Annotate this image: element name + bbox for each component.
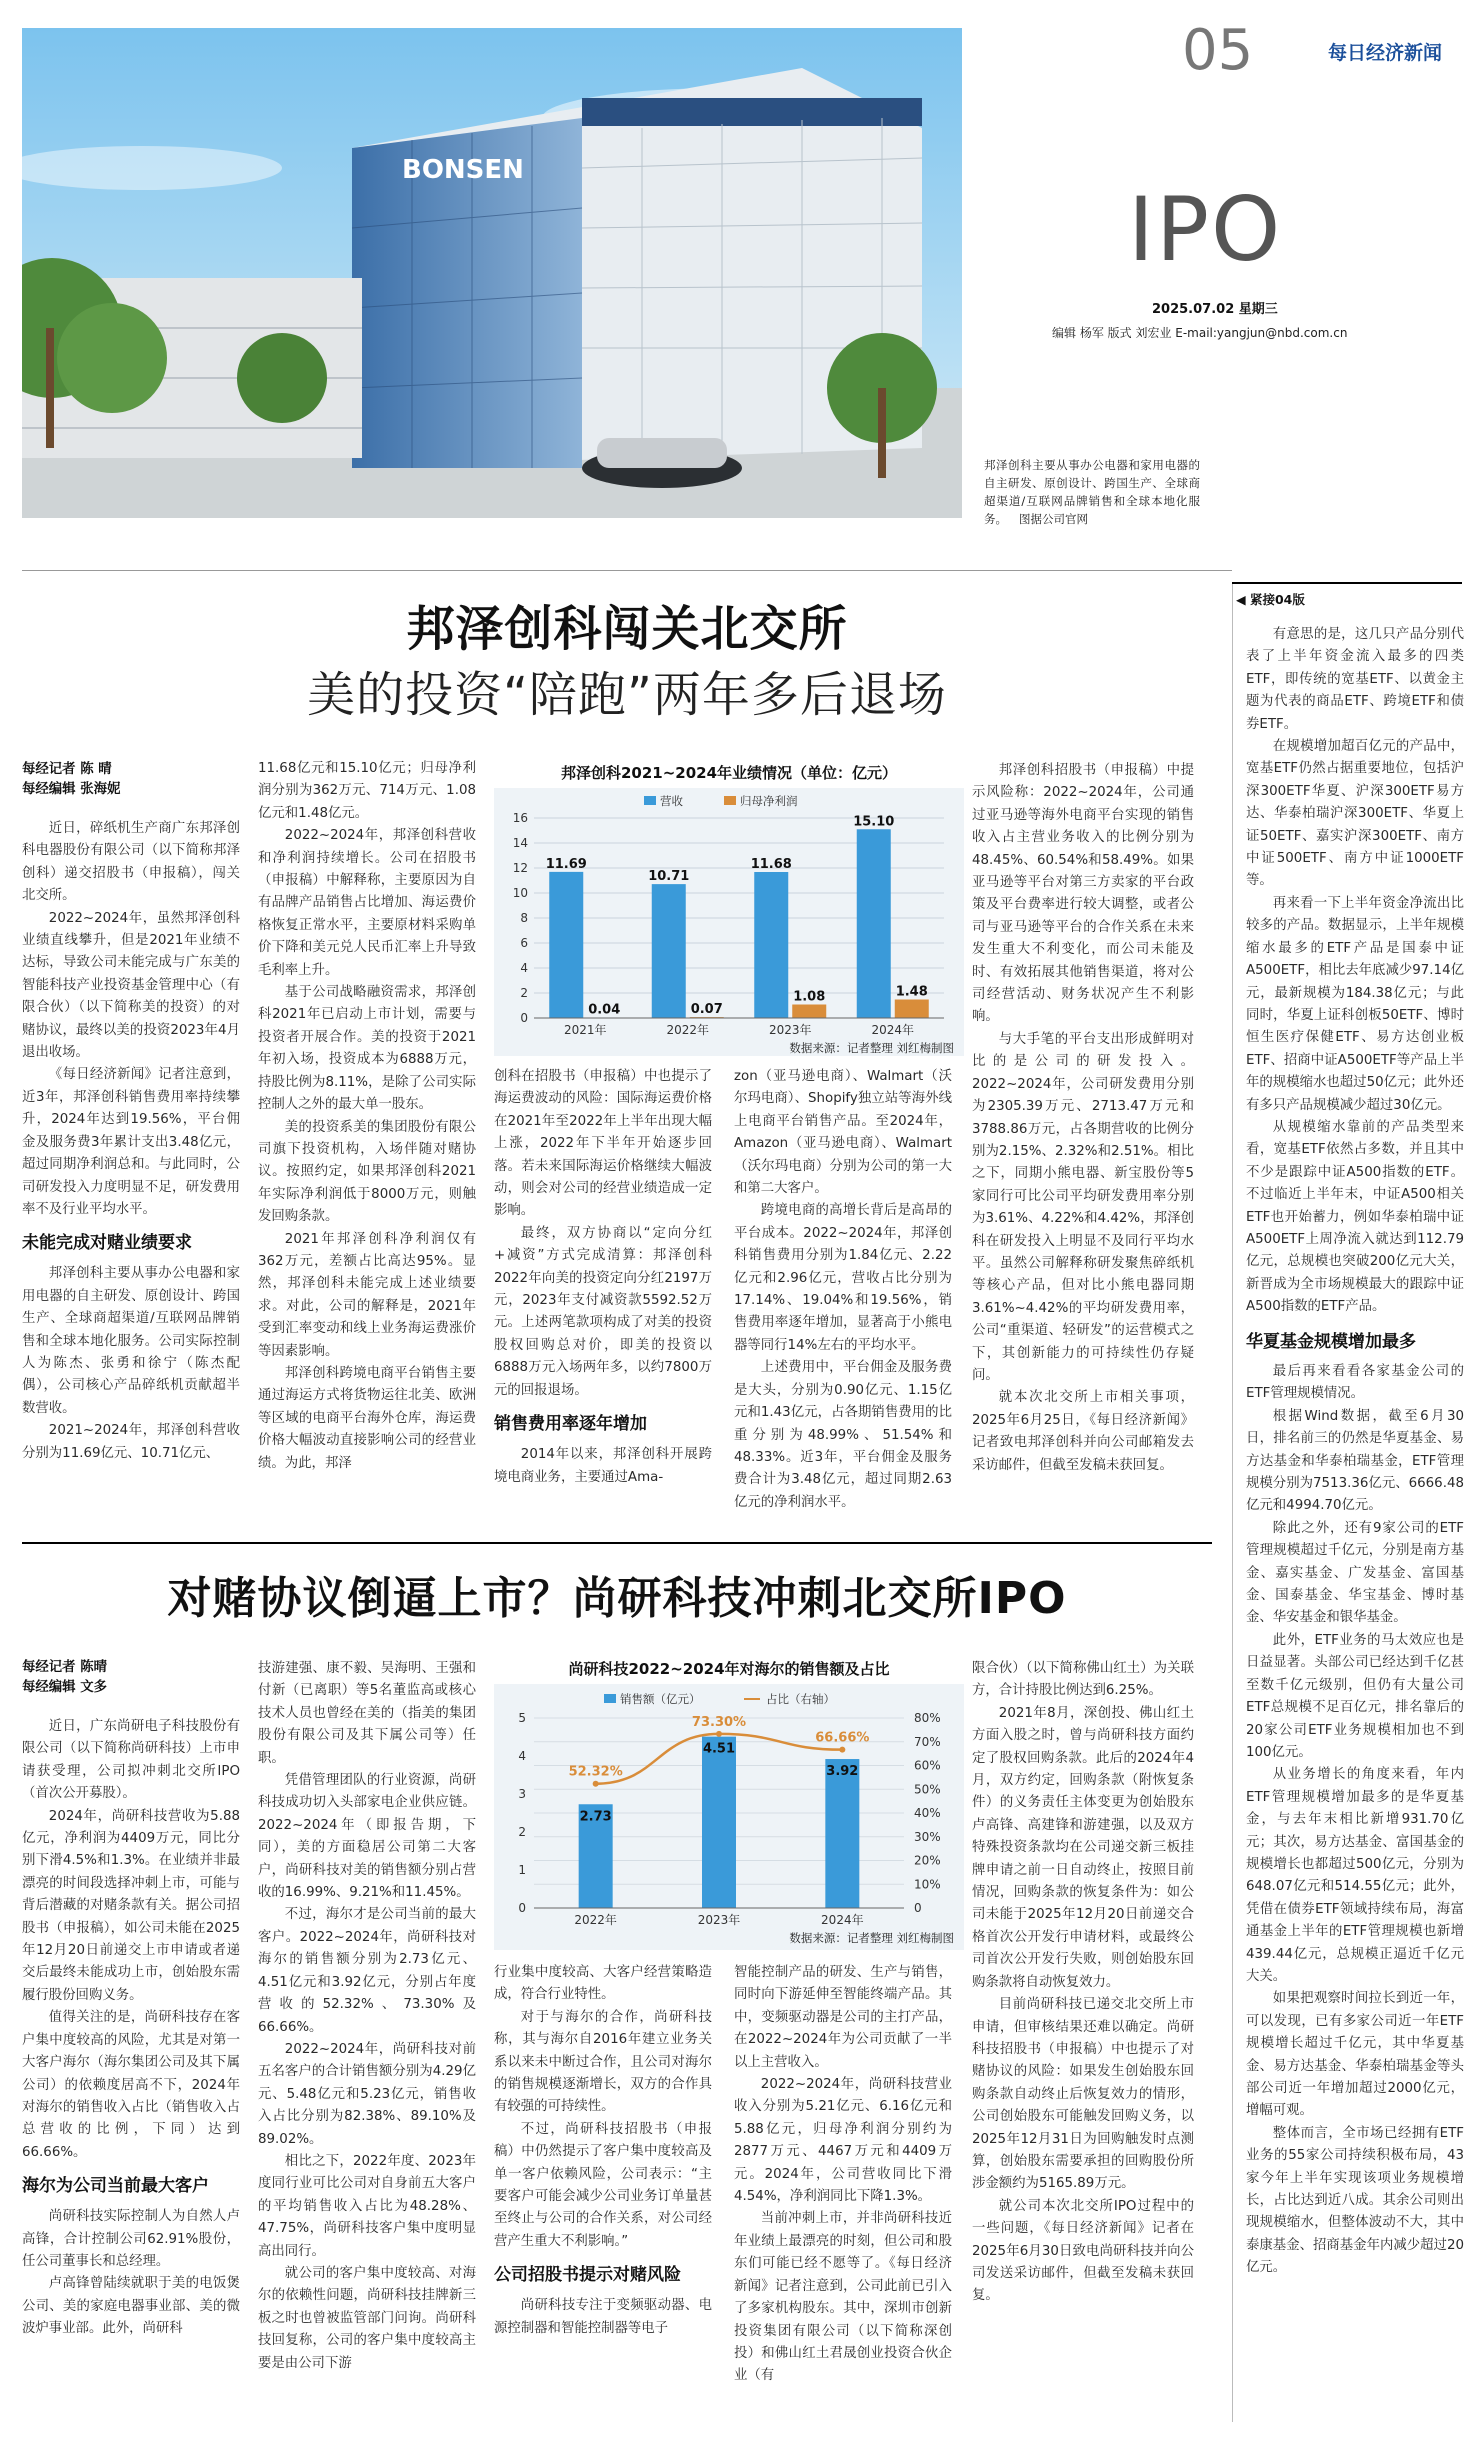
paragraph: 2021年8月，深创投、佛山红土方面入股之时，曾与尚研科技方面约定了股权回购条款。此后的2024年4月，双方约定，回购条款（附恢复条件）的义务责任主体变更为创始股东卢高锋、高建锋和游建强，以及双方特殊投资条款均在公司递交新三板挂牌申请之前一日自动终止，按照目前情况，回购条款的恢复条件为：如公司未能于2025年12月20日前递交合格首次公开发行申请材料，或最终公司首次公开发行失败，则创始股东回购条款将自动恢复效力。	[972, 1705, 1194, 1990]
editors-line: 编辑 杨军 版式 刘宏业 E-mail:yangjun@nbd.com.cn	[1052, 326, 1348, 340]
paragraph: 根据Wind数据，截至6月30日，排名前三的仍然是华夏基金、易方达基金和华泰柏瑞基金，ETF管理规模分别为7513.36亿元、6666.48亿元和4994.70亿元。	[1246, 1408, 1464, 1514]
bar-revenue	[754, 872, 788, 1018]
data-label: 3.92	[826, 1764, 859, 1780]
paragraph: 2021~2024年，邦泽创科营收分别为11.69亿元、10.71亿元、	[22, 1423, 240, 1461]
article1-col3	[494, 1066, 712, 1489]
share-label: 73.30%	[691, 1714, 747, 1730]
paragraph: 对于与海尔的合作，尚研科技称，其与海尔自2016年建立业务关系以来未中断过合作，且公司对海尔的销售规模逐渐增长，双方的合作具有较强的可持续性。	[494, 2009, 712, 2115]
y-tick-label-right: 80%	[914, 1711, 941, 1725]
paragraph: 邦泽创科跨境电商平台销售主要通过海运方式将货物运往北美、欧洲等区域的电商平台海外仓库，海运费价格大幅波动直接影响公司的经营业绩。为此，邦泽	[258, 1365, 476, 1471]
legend-label: 归母净利润	[740, 794, 798, 808]
article2-col5	[972, 1658, 1194, 2308]
paragraph: 在规模增加超百亿元的产品中，宽基ETF仍然占据重要地位，包括沪深300ETF华夏、沪深300ETF易方达、华泰柏瑞沪深300ETF、华夏上证50ETF、嘉实沪深300ETF、南方中证500ETF、南方中证1000ETF等。	[1246, 739, 1464, 889]
paragraph: 邦泽创科主要从事办公电器和家用电器的自主研发、原创设计、跨国生产、全球商超渠道/互联网品牌销售和全球本地化服务。公司实际控制人为陈杰、张勇和徐宁（陈杰配偶），公司核心产品碎纸机贡献超半数营收。	[22, 1266, 240, 1416]
data-label: 10.71	[648, 869, 690, 885]
article1-col2	[258, 758, 476, 1475]
x-tick-label: 2022年	[666, 1023, 710, 1037]
a2-subhead-2: 公司招股书提示对赌风险	[494, 2265, 681, 2286]
chart2-title: 尚研科技2022~2024年对海尔的销售额及占比	[568, 1660, 890, 1678]
paragraph: 有意思的是，这几只产品分别代表了上半年资金流入最多的四类ETF，即传统的宽基ETF、以黄金主题为代表的商品ETF、跨境ETF和债券ETF。	[1246, 627, 1464, 732]
x-tick-label: 2024年	[821, 1913, 864, 1927]
jump-link[interactable]: ◀ 紧接04版	[1236, 592, 1305, 607]
bar-net-profit	[895, 1000, 929, 1019]
y-tick-label-right: 40%	[914, 1806, 941, 1820]
article2-col4	[734, 1962, 952, 2388]
bar-net-profit	[792, 1005, 826, 1019]
x-tick-label: 2023年	[768, 1023, 812, 1037]
article2-col1	[22, 1658, 240, 2341]
legend-swatch	[644, 796, 656, 805]
photo-credit: 图据公司官网	[1019, 512, 1088, 526]
y-tick-label: 8	[520, 911, 528, 925]
article1-subheadline: 美的投资“陪跑”两年多后退场	[307, 667, 947, 723]
data-label: 2.73	[579, 1809, 612, 1825]
y-tick-label: 16	[512, 811, 528, 825]
chart1-title: 邦泽创科2021~2024年业绩情况（单位：亿元）	[560, 764, 898, 782]
paragraph: 就公司本次北交所IPO过程中的一些问题，《每日经济新闻》记者在2025年6月30日致电尚研科技并向公司发送采访邮件，但截至发稿未获回复。	[972, 2198, 1194, 2304]
paragraph: 2021年邦泽创科净利润仅有362万元，差额占比高达95%。显然，邦泽创科未能完成上述业绩要求。对此，公司的解释是，2021年受到汇率变动和线上业务海运费涨价等因素影响。	[258, 1231, 476, 1359]
y-tick-label: 12	[512, 861, 528, 875]
data-label: 0.07	[690, 1002, 723, 1018]
paper-name: 每日经济新闻	[1328, 42, 1443, 64]
y-tick-label-left: 4	[518, 1749, 526, 1763]
bar-revenue	[549, 872, 583, 1018]
y-tick-label-right: 50%	[914, 1782, 941, 1797]
paragraph: 2022~2024年，尚研科技营业收入分别为5.21亿元、6.16亿元和5.88亿元，归母净利润分别约为2877万元、4467万元和4409万元。2024年，公司营收同比下滑4.54%，净利润同比下降1.3%。	[734, 2077, 952, 2205]
paragraph: 基于公司战略融资需求，邦泽创科2021年已启动上市计划，需要与投资者开展合作。美的投资于2021年初入场，投资成本为6888万元，持股比例为8.11%，是除了公司实际控制人之外的最大单一股东。	[258, 985, 476, 1113]
paragraph: 最后再来看看各家基金公司的ETF管理规模情况。	[1246, 1364, 1464, 1402]
building-sign: BONSEN	[402, 155, 524, 185]
data-label: 1.08	[793, 989, 826, 1005]
a1-editor: 每经编辑 张海妮	[22, 782, 121, 797]
paragraph: 11.68亿元和15.10亿元；归母净利润分别为362万元、714万元、1.08亿元和1.48亿元。	[258, 761, 476, 821]
y-tick-label: 2	[520, 986, 528, 1000]
y-tick-label-right: 70%	[914, 1734, 941, 1749]
y-tick-label-right: 0	[914, 1901, 922, 1915]
y-tick-label: 4	[520, 961, 528, 975]
share-label: 52.32%	[568, 1764, 623, 1780]
paragraph: 目前尚研科技已递交北交所上市申请，但审核结果还难以确定。尚研科技招股书（申报稿）中也提示了对赌协议的风险：如果发生创始股东回购条款自动终止后恢复效力的情形，公司创始股东可能触发回购义务，以2025年12月31日为回购触发时点测算，创始股东需要承担的回购股份所涉金额约为5165.89万元。	[972, 1997, 1194, 2192]
paragraph: 邦泽创科招股书（申报稿）中提示风险称：2022~2024年，公司通过亚马逊等海外电商平台实现的销售收入占主营业务收入的比例分别为48.45%、60.54%和58.49%。如果亚马逊等平台对第三方卖家的平台政策及平台费率进行较大调整，或者公司与亚马逊等平台的合作关系在未来发生重大不利变化，而公司未能及时、有效拓展其他销售渠道，将对公司经营活动、财务状况产生不利影响。	[972, 763, 1194, 1025]
paragraph: 近日，碎纸机生产商广东邦泽创科电器股份有限公司（以下简称邦泽创科）递交招股书（申报稿），闯关北交所。	[22, 821, 240, 904]
rule-top	[22, 570, 1232, 571]
bar-revenue	[857, 829, 891, 1018]
data-label: 0.04	[588, 1002, 621, 1018]
data-label: 11.69	[545, 856, 587, 872]
paragraph: 2014年以来，邦泽创科开展跨境电商业务，主要通过Ama-	[494, 1447, 712, 1485]
paragraph: 就本次北交所上市相关事项，2025年6月25日，《每日经济新闻》记者致电邦泽创科并向公司邮箱发去采访邮件，但截至发稿未获回复。	[972, 1390, 1194, 1473]
paragraph: 此外，ETF业务的马太效应也是日益显著。头部公司已经达到千亿甚至数千亿元级别，但仍有大量公司ETF总规模不足百亿元，排名靠后的20家公司ETF业务规模相加也不到100亿元。	[1246, 1632, 1464, 1760]
article2-col2	[258, 1658, 476, 2375]
sidebar-rule	[1232, 582, 1233, 2422]
a2-editor: 每经编辑 文多	[22, 1680, 108, 1695]
x-tick-label: 2021年	[563, 1023, 607, 1037]
paragraph: 限合伙）（以下简称佛山红土）为关联方，合计持股比例达到6.25%。	[972, 1661, 1194, 1699]
page-number: 05	[1182, 18, 1254, 83]
paragraph: 整体而言，全市场已经拥有ETF业务的55家公司持续积极布局，43家今年上半年实现该项业务规模增长，占比达到近八成。其余公司则出现规模缩水，但整体波动不大，其中泰康基金、招商基金年内减少超过20亿元。	[1246, 2125, 1464, 2276]
article2-headline: 对赌协议倒逼上市？尚研科技冲刺北交所IPO	[167, 1573, 1067, 1624]
y-tick-label: 10	[512, 886, 528, 900]
legend-swatch	[604, 1694, 616, 1703]
data-label: 4.51	[702, 1741, 736, 1757]
y-tick-label-right: 10%	[914, 1877, 941, 1892]
legend-label: 销售额（亿元）	[620, 1692, 701, 1706]
paragraph: 不过，尚研科技招股书（申报稿）中仍然提示了客户集中度较高及单一客户依赖风险，公司表示：“主要客户可能会减少公司业务订单量甚至终止与公司的合作关系，对公司经营产生重大不利影响。”	[494, 2121, 712, 2249]
article2-col3	[494, 1962, 712, 2340]
legend-label: 营收	[660, 794, 683, 808]
article1-headline: 邦泽创科闯关北交所	[406, 601, 848, 657]
paragraph: 2024年，尚研科技营收为5.88亿元，净利润为4409万元，同比分别下滑4.5%和1.3%。在业绩并非最漂亮的时间段选择冲刺上市，可能与背后潜藏的对赌条款有关。据公司招股书（申报稿），如公司未能在2025年12月20日前递交上市申请或者递交后最终未能成功上市，创始股东需履行股份回购义务。	[22, 1808, 240, 2003]
paragraph: 创科在招股书（申报稿）中也提示了海运费波动的风险：国际海运费价格在2021年至2022年上半年出现大幅上涨，2022年下半年开始逐步回落。若未来国际海运价格继续大幅波动，则会对公司的经营业绩造成一定影响。	[494, 1069, 712, 1219]
a1-subhead-1: 未能完成对赌业绩要求	[22, 1233, 192, 1254]
paragraph: 尚研科技专注于变频驱动器、电源控制器和智能控制器等电子	[494, 2298, 712, 2336]
issue-date: 2025.07.02 星期三	[1152, 302, 1278, 317]
paragraph: 美的投资系美的集团股份有限公司旗下投资机构，入场伴随对赌协议。按照约定，如果邦泽创科2021年实际净利润低于8000万元，则触发回购条款。	[258, 1119, 476, 1225]
share-label: 66.66%	[815, 1730, 870, 1746]
bar-sales	[825, 1759, 859, 1908]
photo-caption	[984, 456, 1200, 528]
y-tick-label-right: 60%	[914, 1758, 941, 1773]
y-tick-label-left: 2	[518, 1825, 526, 1839]
section-label: IPO	[1128, 178, 1283, 281]
x-tick-label: 2023年	[697, 1913, 741, 1927]
y-tick-label-right: 20%	[914, 1853, 941, 1868]
share-point	[593, 1781, 599, 1787]
paragraph: 近日，广东尚研电子科技股份有限公司（以下简称尚研科技）上市申请获受理，公司拟冲刺北交所IPO（首次公开募股）。	[22, 1719, 240, 1802]
paragraph: 尚研科技实际控制人为自然人卢高锋，合计控制公司62.91%股份，任公司董事长和总经理。	[22, 2209, 240, 2269]
paragraph: 《每日经济新闻》记者注意到，近3年，邦泽创科销售费用率持续攀升，2024年达到19.56%，平台佣金及服务费3年累计支出3.48亿元，超过同期净利润总和。与此同时，公司研发投入力度明显不足，研发费用率不及行业平均水平。	[22, 1067, 240, 1217]
a2-subhead-1: 海尔为公司当前最大客户	[22, 2176, 209, 2197]
article1-col5	[972, 760, 1194, 1477]
paragraph: 技游建强、康不毅、吴海明、王强和付新（已离职）等5名董监高或核心技术人员也曾经在美的（指美的集团股份有限公司及其下属公司等）任职。	[258, 1661, 476, 1766]
a1-subhead-2: 销售费用率逐年增加	[494, 1414, 647, 1435]
y-tick-label-left: 1	[518, 1863, 526, 1877]
paragraph: 从规模缩水靠前的产品类型来看，宽基ETF依然占多数，并且其中不少是跟踪中证A500指数的ETF。不过临近上半年末，中证A500相关ETF也开始蓄力，例如华泰柏瑞中证A500ETF上周净流入就达到112.79亿元，总规模也突破200亿元大关，新晋成为全市场规模最大的跟踪中证A500指数的ETF产品。	[1246, 1119, 1464, 1315]
legend-swatch	[724, 796, 736, 805]
data-label: 15.10	[853, 814, 895, 830]
paragraph: 除此之外，还有9家公司的ETF管理规模超过千亿元，分别是南方基金、嘉实基金、广发基金、富国基金、国泰基金、华宝基金、博时基金、华安基金和银华基金。	[1246, 1520, 1464, 1626]
paragraph: 卢高锋曾陆续就职于美的电饭煲公司、美的家庭电器事业部、美的微波炉事业部。此外，尚研科	[22, 2276, 240, 2337]
sidebar-subhead: 华夏基金规模增加最多	[1246, 1331, 1416, 1352]
legend-label: 占比（右轴）	[766, 1692, 835, 1706]
a1-reporter: 每经记者 陈 晴	[22, 762, 112, 777]
y-tick-label-left: 3	[518, 1787, 526, 1801]
paragraph: 最终，双方协商以“定向分红+减资”方式完成清算：邦泽创科2022年向美的投资定向分红2197万元，2023年支付减资款5592.52万元。上述两笔款项构成了对美的投资股权回购总对价，即美的投资以6888万元入场两年多，以约7800万元的回报退场。	[494, 1225, 712, 1398]
paragraph: 2022~2024年，虽然邦泽创科业绩直线攀升，但是2021年业绩不达标，导致公司未能完成与广东美的智能科技产业投资基金管理中心（有限合伙）（以下简称美的投资）的对赌协议，最终以美的投资2023年4月退出收场。	[22, 910, 240, 1061]
paragraph: 再来看一下上半年资金净流出比较多的产品。数据显示，上半年规模缩水最多的ETF产品是国泰中证A500ETF，相比去年底减少97.14亿元，最新规模为184.38亿元；与此同时，华夏上证科创板50ETF、博时恒生医疗保健ETF、易方达创业板ETF、招商中证A500ETF等产品上半年的规模缩水也超过50亿元；此外还有多只产品规模减少超过30亿元。	[1246, 895, 1464, 1113]
paragraph: 从业务增长的角度来看，年内ETF管理规模增加最多的是华夏基金，与去年末相比新增931.70亿元；其次，易方达基金、富国基金的规模增长也都超过500亿元，分别为648.07亿元和514.55亿元；此外，凭借在债券ETF领域持续布局，海富通基金上半年的ETF管理规模也新增439.44亿元，总规模正逼近千亿元大关。	[1246, 1767, 1464, 1984]
data-label: 11.68	[750, 857, 792, 872]
share-point	[716, 1731, 722, 1737]
paragraph: 与大手笔的平台支出形成鲜明对比的是公司的研发投入。2022~2024年，公司研发费用分别为2305.39万元、2713.47万元和3788.86万元，占各期营收的比例分别为2.15%、2.32%和2.51%。相比之下，同期小熊电器、新宝股份等5家同行可比公司平均研发费用率分别为3.61%、4.22%和4.42%，邦泽创科在研发投入上明显不及同行平均水平。虽然公司解释称研发聚焦碎纸机等核心产品，但对比小熊电器同期3.61%~4.42%的平均研发费用率，公司“重渠道、轻研发”的运营模式之下，其创新能力的可持续性仍存疑问。	[972, 1031, 1194, 1383]
paragraph: 当前冲刺上市，并非尚研科技近年业绩上最漂亮的时刻，但公司和股东们可能已经不愿等了。《每日经济新闻》记者注意到，公司此前已引入了多家机构股东。其中，深圳市创新投资集团有限公司（以下简称深创投）和佛山红土君晟创业投资合伙企业（有	[734, 2211, 952, 2384]
paragraph: 不过，海尔才是公司当前的最大客户。2022~2024年，尚研科技对海尔的销售额分别为2.73亿元、4.51亿元和3.92亿元，分别占年度营收的52.32%、73.30%及66.66%。	[258, 1907, 476, 2035]
paragraph: 相比之下，2022年度、2023年度同行业可比公司对自身前五大客户的平均销售收入占比为48.28%、47.75%，尚研科技客户集中度明显高出同行。	[258, 2153, 476, 2259]
y-tick-label-right: 30%	[914, 1829, 941, 1844]
sidebar-column	[1246, 624, 1464, 2280]
chart1	[494, 788, 964, 1056]
photo-caption-text: 邦泽创科主要从事办公电器和家用电器的自主研发、原创设计、跨国生产、全球商超渠道/互联网品牌销售和全球本地化服务。	[984, 458, 1200, 526]
share-point	[839, 1747, 845, 1753]
factory-photo	[22, 28, 962, 518]
y-tick-label: 14	[512, 836, 528, 850]
paragraph: 就公司的客户集中度较高、对海尔的依赖性问题，尚研科技挂牌新三板之时也曾被监管部门问询。尚研科技回复称，公司的客户集中度较高主要是由公司下游	[258, 2265, 476, 2371]
bar-revenue	[652, 884, 686, 1018]
paragraph: 值得关注的是，尚研科技存在客户集中度较高的风险，尤其是对第一大客户海尔（海尔集团公司及其下属公司）的依赖度居高不下，2024年对海尔的销售收入占比（销售收入占总营收的比例，下同）达到66.66%。	[22, 2010, 240, 2160]
paragraph: 2022~2024年，邦泽创科营收和净利润持续增长。公司在招股书（申报稿）中解释称，主要原因为自有品牌产品销售占比增加、海运费价格恢复正常水平，主要原材料采购单价下降和美元兑人民币汇率上升导致毛利率上升。	[258, 828, 476, 978]
x-tick-label: 2022年	[574, 1913, 617, 1927]
article1-col4	[734, 1066, 952, 1514]
paragraph: 跨境电商的高增长背后是高昂的平台成本。2022~2024年，邦泽创科销售费用分别为1.84亿元、2.22亿元和2.96亿元，营收占比分别为17.14%、19.04%和19.56%，销售费用率逐年增加，显著高于小熊电器等同行14%左右的平均水平。	[734, 1203, 952, 1353]
paragraph: 智能控制产品的研发、生产与销售，同时向下游延伸至智能终端产品。其中，变频驱动器是公司的主打产品，在2022~2024年为公司贡献了一半以上主营收入。	[734, 1965, 952, 2070]
article1-col1	[22, 760, 240, 1465]
y-tick-label: 6	[520, 936, 528, 950]
sidebar-top-rule	[1232, 582, 1462, 584]
paragraph: 上述费用中，平台佣金及服务费是大头，分别为0.90亿元、1.15亿元和1.43亿元，占各期销售费用的比重分别为48.99%、51.54%和48.33%。近3年，平台佣金及服务费合计为3.48亿元，超过同期2.63亿元的净利润水平。	[734, 1360, 952, 1510]
data-label: 1.48	[895, 984, 928, 1000]
bar-sales	[702, 1737, 736, 1908]
a2-reporter: 每经记者 陈晴	[22, 1660, 108, 1675]
y-tick-label: 0	[520, 1011, 528, 1025]
paragraph: zon（亚马逊电商）、Walmart（沃尔玛电商）、Shopify独立站等海外线上电商平台销售产品。至2024年，Amazon（亚马逊电商）、Walmart（沃尔玛电商）分别为公司的第一大和第二大客户。	[734, 1069, 952, 1197]
paragraph: 如果把观察时间拉长到近一年，可以发现，已有多家公司近一年ETF规模增长超过千亿元，其中华夏基金、易方达基金、华泰柏瑞基金等头部公司近一年增加超过2000亿元，增幅可观。	[1246, 1991, 1464, 2119]
paragraph: 凭借管理团队的行业资源，尚研科技成功切入头部家电企业供应链。2022~2024年（即报告期，下同），美的方面稳居公司第二大客户，尚研科技对美的销售额分别占营收的16.99%、9.21%和11.45%。	[258, 1773, 476, 1901]
article-divider	[22, 1542, 1212, 1544]
y-tick-label-left: 0	[518, 1901, 526, 1915]
chart2	[494, 1684, 964, 1950]
paragraph: 2022~2024年，尚研科技对前五名客户的合计销售额分别为4.29亿元、5.48亿元和5.23亿元，销售收入占比分别为82.38%、89.10%及89.02%。	[258, 2041, 476, 2147]
y-tick-label-left: 5	[518, 1711, 526, 1725]
chart-source: 数据来源：记者整理 刘红梅制图	[789, 1041, 954, 1055]
chart-source: 数据来源：记者整理 刘红梅制图	[789, 1931, 954, 1945]
paragraph: 行业集中度较高、大客户经营策略造成，符合行业特性。	[494, 1965, 712, 2003]
x-tick-label: 2024年	[871, 1023, 915, 1037]
